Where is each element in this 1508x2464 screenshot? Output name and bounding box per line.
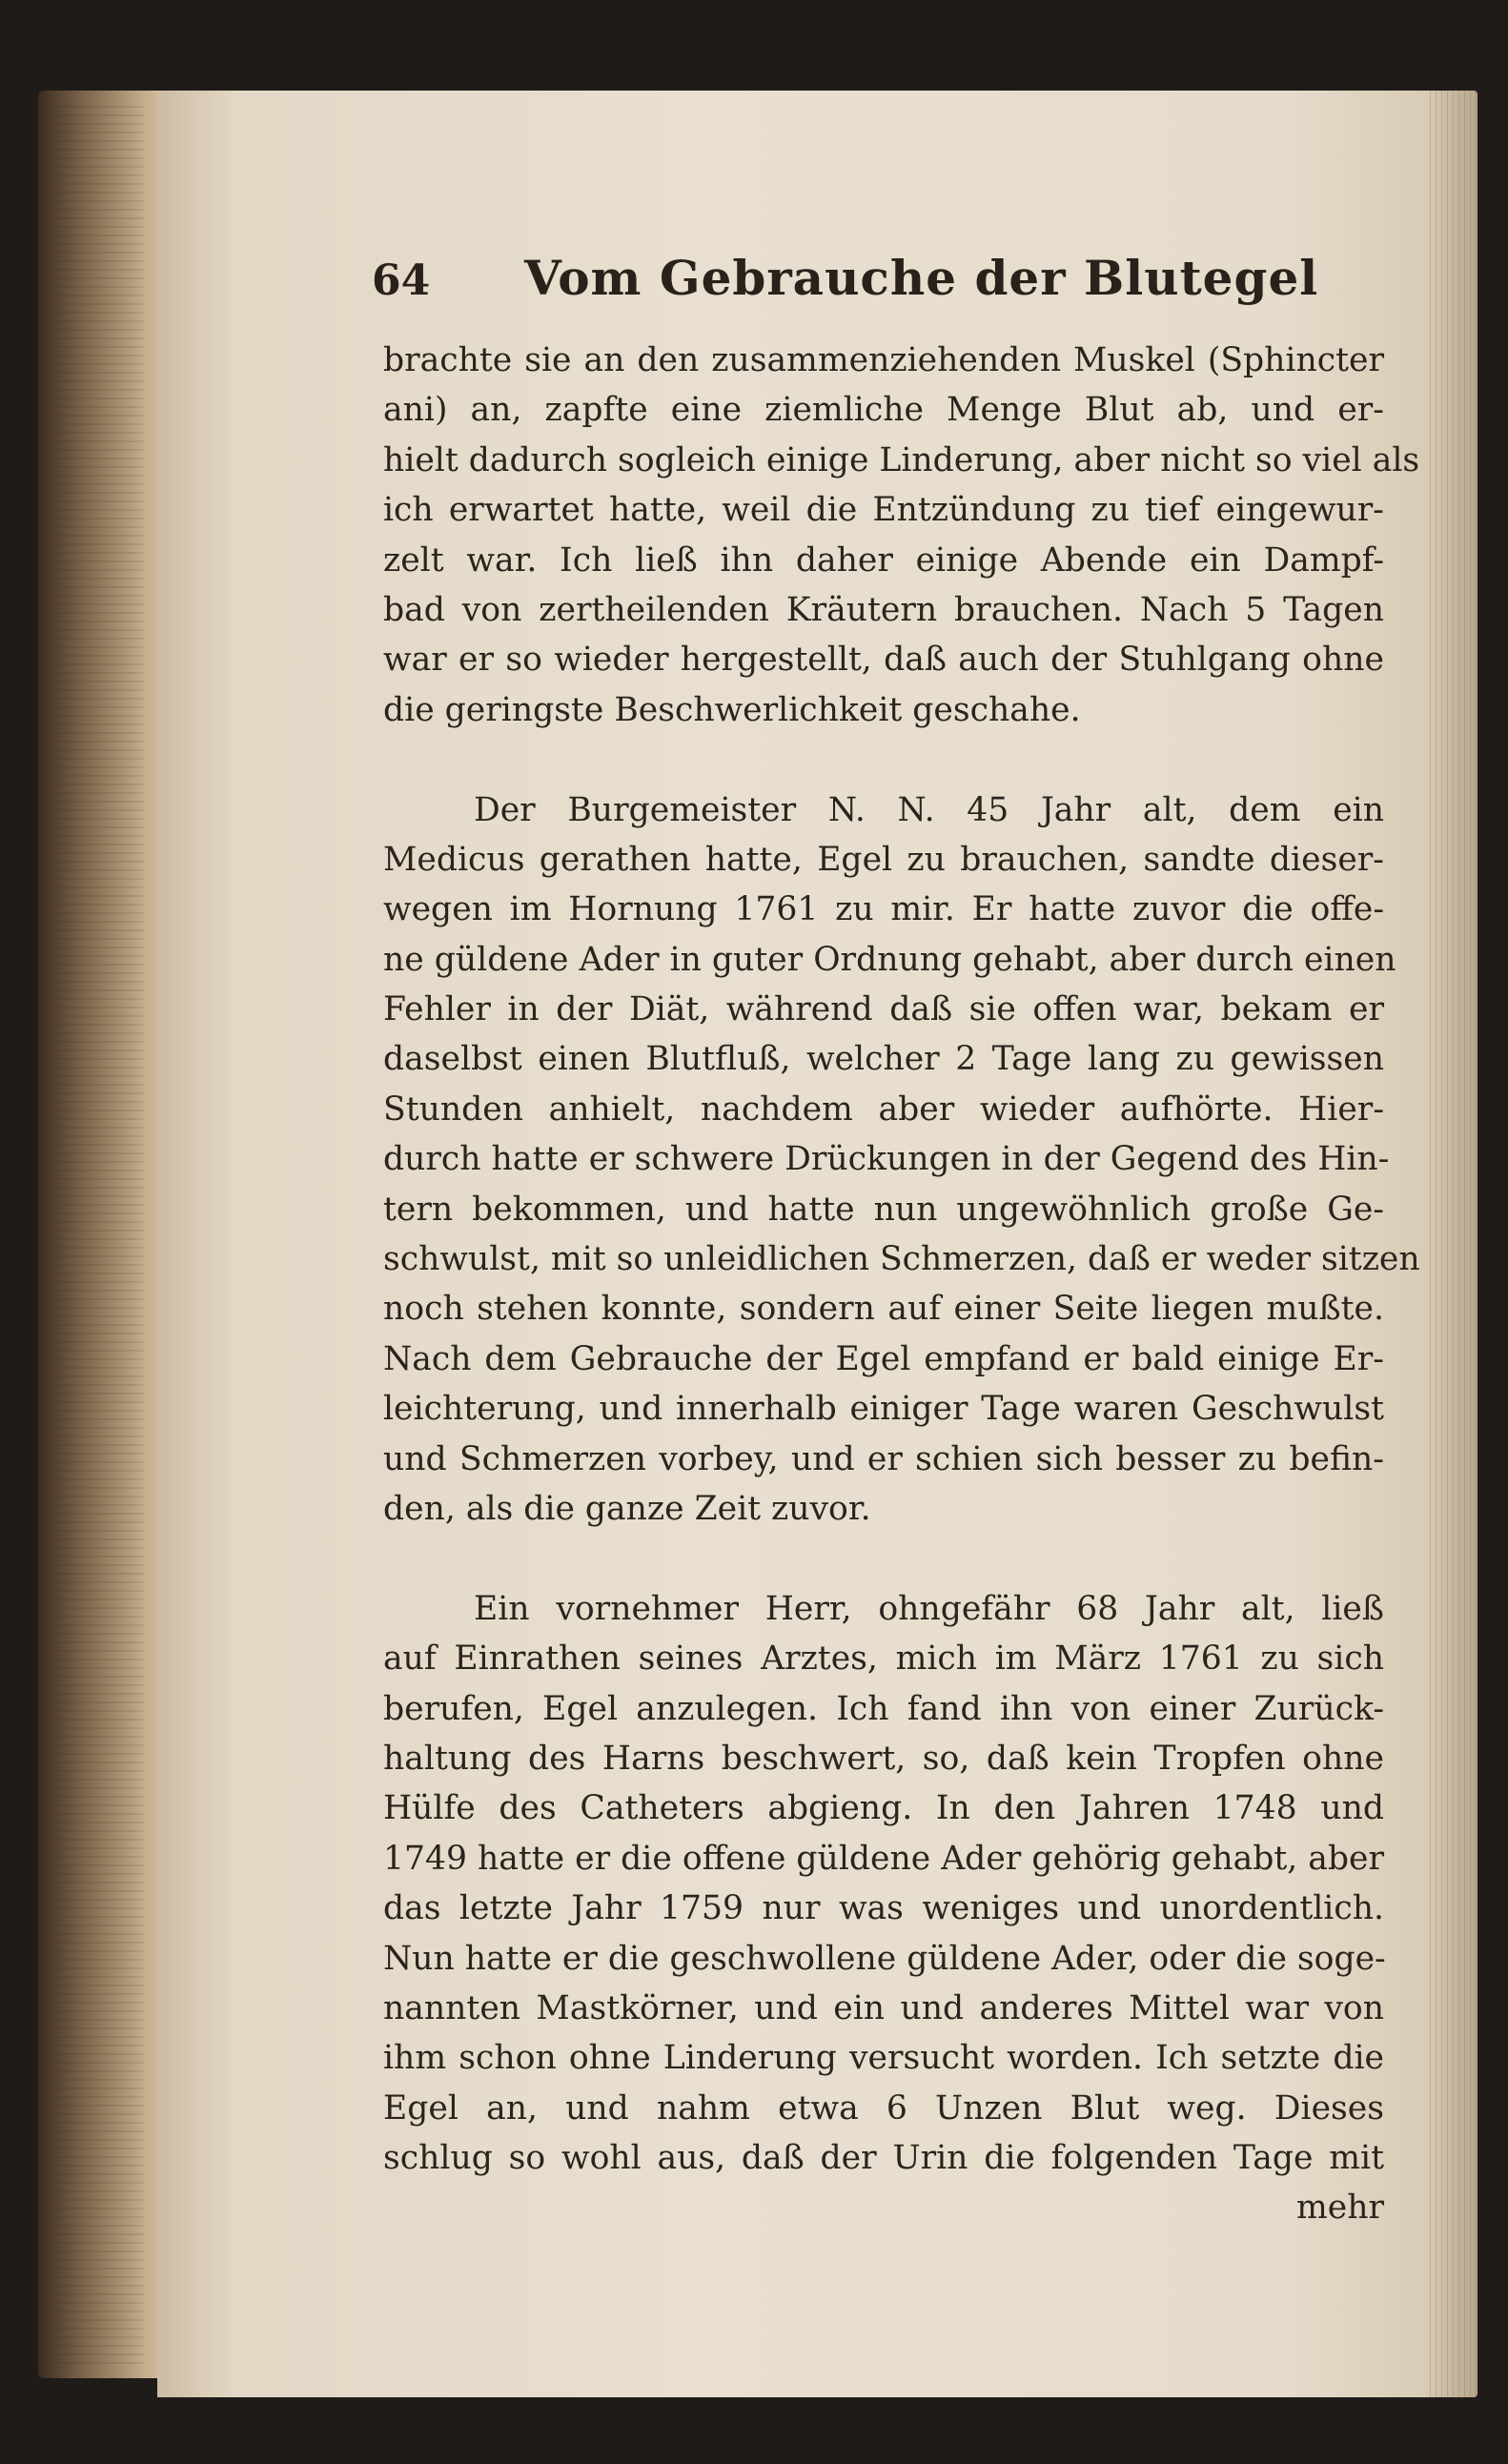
- text-line: hielt dadurch sogleich einige Linderung, aber nicht so viel als: [383, 440, 1420, 479]
- text-line: Ein vornehmer Herr, ohngefähr 68 Jahr alt, ließ: [474, 1589, 1384, 1628]
- text-line: haltung des Harns beschwert, so, daß kein Tropfen ohne: [383, 1739, 1384, 1778]
- text-line: nannten Mastkörner, und ein und anderes Mittel war von: [383, 1988, 1384, 2027]
- page-header: [372, 250, 1325, 316]
- text-line: bad von zertheilenden Kräutern brauchen. Nach 5 Tagen: [383, 590, 1384, 629]
- text-line: leichterung, und innerhalb einiger Tage waren Geschwulst: [383, 1390, 1384, 1429]
- text-line: das letzte Jahr 1759 nur was weniges und unordentlich.: [383, 1889, 1384, 1928]
- text-line: war er so wieder hergestellt, daß auch der Stuhlgang ohne: [383, 641, 1384, 680]
- text-line: daselbst einen Blutfluß, welcher 2 Tage lang zu gewissen: [383, 1040, 1384, 1079]
- text-line: Egel an, und nahm etwa 6 Unzen Blut weg. Dieses: [383, 2088, 1384, 2128]
- text-line: Nach dem Gebrauche der Egel empfand er bald einige Er-: [383, 1339, 1384, 1378]
- text-line: berufen, Egel anzulegen. Ich fand ihn von einer Zurück-: [383, 1689, 1384, 1728]
- text-line: 1749 hatte er die offene güldene Ader gehörig gehabt, aber: [383, 1839, 1384, 1878]
- running-title: Vom Gebrauche der Blutegel: [524, 250, 1319, 306]
- text-line: Nun hatte er die geschwollene güldene Ader, oder die soge-: [383, 1939, 1386, 1978]
- text-line: ich erwartet hatte, weil die Entzündung zu tief eingewur-: [383, 491, 1384, 530]
- text-line: Der Burgemeister N. N. 45 Jahr alt, dem ein: [474, 790, 1384, 829]
- text-line: Medicus gerathen hatte, Egel zu brauchen, sandte dieser-: [383, 840, 1384, 879]
- text-line: noch stehen konnte, sondern auf einer Seite liegen mußte.: [383, 1290, 1384, 1329]
- page-body: [383, 336, 1420, 2233]
- text-line: schlug so wohl aus, daß der Urin die folgenden Tage mit: [383, 2139, 1384, 2178]
- text-line: schwulst, mit so unleidlichen Schmerzen, daß er weder sitzen: [383, 1240, 1420, 1279]
- page-edge: [1430, 91, 1477, 2397]
- text-line: Fehler in der Diät, während daß sie offen war, bekam er: [383, 990, 1384, 1029]
- text-line: zelt war. Ich ließ ihn daher einige Abende ein Dampf-: [383, 540, 1384, 580]
- text-line: ani) an, zapfte eine ziemliche Menge Blut ab, und er-: [383, 391, 1384, 430]
- paragraph-gap: [383, 735, 1384, 784]
- text-line: Stunden anhielt, nachdem aber wieder aufhörte. Hier-: [383, 1089, 1384, 1129]
- text-line: ne güldene Ader in guter Ordnung gehabt, aber durch einen: [383, 940, 1396, 979]
- text-line: die geringste Beschwerlichkeit geschahe.: [383, 690, 1081, 729]
- text-line: Hülfe des Catheters abgieng. In den Jahren 1748 und: [383, 1789, 1384, 1828]
- text-line: tern bekommen, und hatte nun ungewöhnlich große Ge-: [383, 1190, 1384, 1229]
- paragraph-gap: [383, 1534, 1384, 1583]
- text-line: ihm schon ohne Linderung versucht worden. Ich setzte die: [383, 2039, 1384, 2078]
- spine-texture: [57, 105, 143, 2364]
- text-line: den, als die ganze Zeit zuvor.: [383, 1489, 871, 1528]
- page-number: 64: [372, 256, 431, 305]
- text-line: wegen im Hornung 1761 zu mir. Er hatte zuvor die offe-: [383, 890, 1384, 929]
- text-line: durch hatte er schwere Drückungen in der Gegend des Hin-: [383, 1140, 1390, 1179]
- text-line: und Schmerzen vorbey, und er schien sich besser zu befin-: [383, 1439, 1384, 1478]
- text-line: auf Einrathen seines Arztes, mich im März 1761 zu sich: [383, 1639, 1384, 1679]
- catchword: mehr: [1295, 2189, 1384, 2228]
- text-line: brachte sie an den zusammenziehenden Muskel (Sphincter: [383, 341, 1384, 379]
